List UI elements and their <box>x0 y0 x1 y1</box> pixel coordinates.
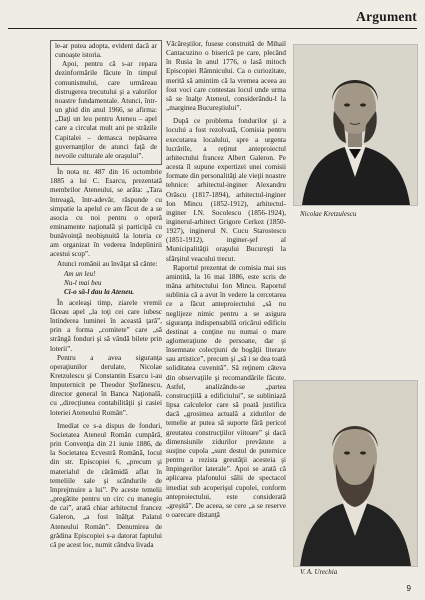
body-paragraph: Atunci românii au învăţat să cânte: <box>57 259 158 268</box>
photo-caption: Nicolae Kretzulescu <box>300 210 357 218</box>
page-number: 9 <box>406 584 411 593</box>
text-column-middle <box>166 40 286 520</box>
box-paragraph: le-ar putea adopta, evident dacă ar cunoaşte istoria. <box>55 42 157 60</box>
portrait-photo-kretzulescu <box>293 44 418 206</box>
verse-line: Ci-o să-l dau la Ateneu. <box>64 287 135 296</box>
body-paragraph: În aceleaşi timp, ziarele vremii făceau apel „la toţi cei care iubesc întinderea luminei în această ţară”, prin a forma „comitete” care „să strângă fonduri şi să vândă bilete prin loterii”. <box>50 298 162 353</box>
box-paragraph: Apoi, pentru că s-ar repara dezinformările făcute în timpul comunismului, care urmăreau distrugerea trecutului şi a valorilor noastre fundamentale. Atunci, într-un ghid din anul 1966, se afirma: „Daţi un leu pentru Ateneu – apel care a circulat mult ani pe străzile Capitalei – demasca nepăsarea guvernanţilor de atunci faţă de nevoile culturale ale oraşului”. <box>55 60 157 160</box>
verse-line: Nu-l mai beu <box>64 278 102 287</box>
body-paragraph: Pentru a avea siguranţa operaţiunilor derulate, Nicolae Kretzulescu şi Constantin Esarcu i-au împuternicit pe Theodor Ştefănescu, director general în Banca Naţională, cu „direcţiunea contabilităţii şi casiei loteriei Ateneului Român”. <box>50 353 162 417</box>
verse <box>64 270 162 297</box>
section-title: Argument <box>356 9 417 24</box>
body-paragraph: Văcăreştilor, fusese construită de Mihail Cantacuzino o biserică pe care, plecând în Rusia în anul 1776, o lasă mitoch Episcopiei Râmnicului. Ca o curiozitate, merită să amintim că la vremea aceea au fost voci care contestau locul unde urma să se înalţe Ateneul, considerându-l la „marginea Bucureştiului”. <box>166 40 286 113</box>
text-column-left <box>50 40 162 550</box>
body-paragraph: După ce problema fondurilor şi a locului a fost rezolvată, Comisia pentru executarea localului, spre a urgenta lucrările, a reţinut anteproiectul arhitectului francez Albert Galeron. Pe acesta îl supune expertizei unei comisii formate din personalităţi ale vieţii noastre tehnice: arhitectul-inginer Alexandru Orăscu (1817-1894), arhitectul-inginer Ion Mincu (1852-1912), arhitectul-inginer I.N. Socolescu (1856-1924), inginerul-arhitect Grigore Cerkez (1850-1927), inginerul N. Cucu Starostescu (1851-1912), inginer-şef al Municipalităţii oraşului Bucureşti la sfârşitul veacului trecut. <box>166 117 286 263</box>
boxed-note <box>50 40 162 165</box>
body-paragraph: Imediat ce s-a dispus de fonduri, Societatea Ateneul Român cumpără, prin Convenţia din 21 iunie 1886, de la Societatea Ecvestră Română, locul din str. Episcopiei 6, „precum şi materialul de cărămidă aflat în temeliile sale şi scândurile de împrejmuire a lui”. Pe aceste temelii „pregătite pentru un circ cu manegiu de cai”, arată chiar arhitectul francez Galeron, „a fost înălţat Palatul Ateneului Român”. Denumirea de grădina Episcopiei s-a datorat faptului că pe acest loc, numit cândva livada <box>50 421 162 549</box>
page-header <box>8 9 417 29</box>
photo-caption: V. A. Urechia <box>300 568 338 576</box>
body-paragraph: Raportul prezentat de comisia mai sus amintită, la 16 mai 1886, este scris de mâna arhitectului Ion Mincu. Raportul sublinia că a avut în vedere la cercetarea ce a făcut anteproiectului „să nu neglijeze nimic pentru a se asigura siguranţa indispensabilă oricărui edificiu destinat a conţine nu numai o mare aglomeraţiune de persoane, dar şi însemnate colecţiuni de bogăţii literare sau artistice”, precum şi „să i se dea toată soliditatea cuvenită”. Să reţinem câteva din observaţiile şi recomandările făcute. Astfel, analizându-se „partea construcţiilă a edificiului”, se subliniază lipsa calculelor care să poată justifica dacă „grosimea actuală a zidurilor de temelie ar putea să suporte fără pericol greutatea construcţiilor viitoare” şi dacă dimensiunile zidurilor prevăzute a susţine cupola „sunt destul de puternice pentru a rezista greutăţii acesteia şi împingerilor laterale”. Apoi se arată că aplicarea plafonului sălii de spectacol imediat sub acoperişul cupolei, conform anteproiectului, este considerată „greşită”. De aceea, se cere „a se reserve o oarecare distanţă <box>166 263 286 519</box>
body-paragraph: În nota nr. 487 din 16 octombrie 1885 a lui C. Esarcu, prezentată membrilor Ateneului, se arăta: „Tara întreagă, într-adevăr, răspunde cu simpatie la apelul ce am făcut de a se asocia cu noi pentru o operă eminamente naţională şi participă cu bunăvoinţă neobişnuită la loteria ce am organizat în vederea îndeplinirii acestui scop”. <box>50 168 162 259</box>
portrait-photo-urechia <box>293 380 418 567</box>
verse-line: Am un leu! <box>64 269 96 278</box>
